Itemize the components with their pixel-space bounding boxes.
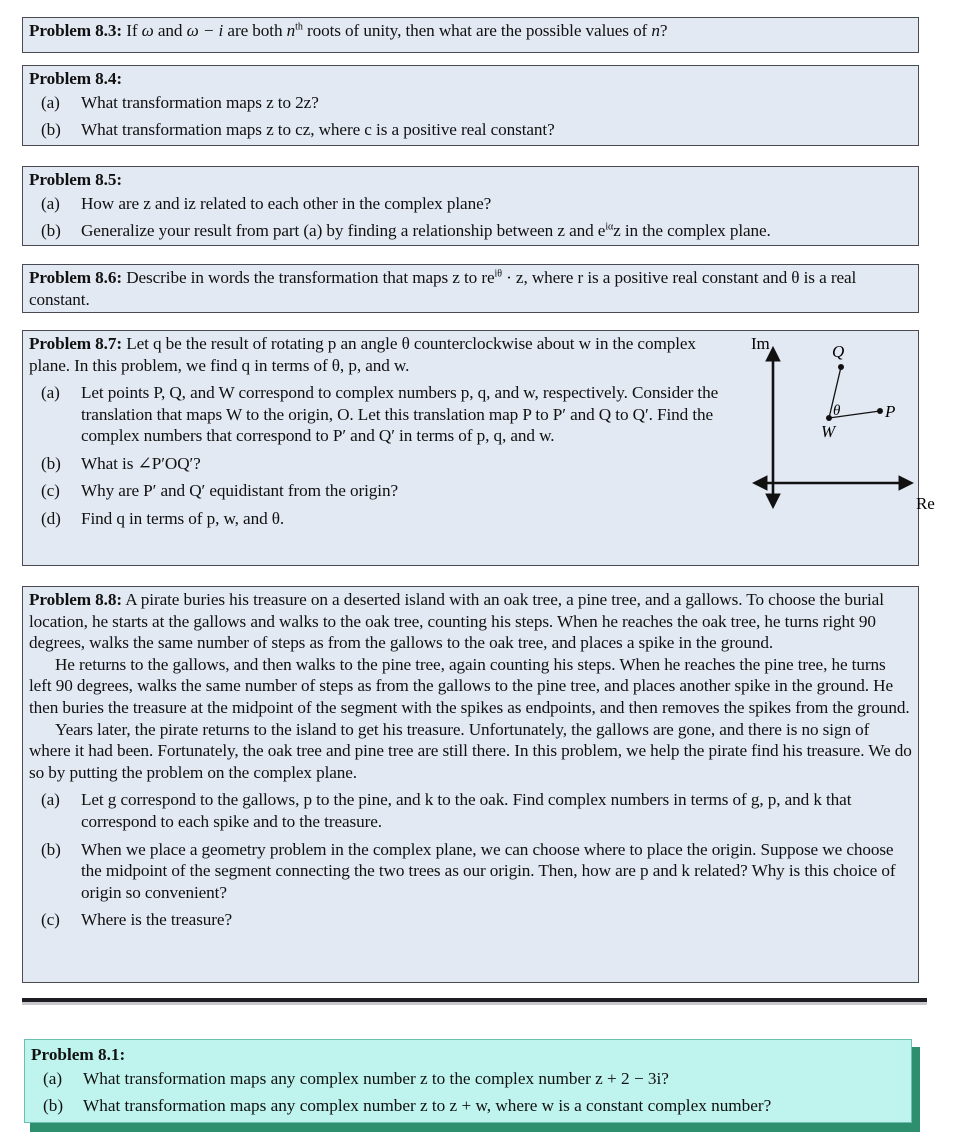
problem-title: Problem 8.7: [29,334,122,353]
problem-part-b: (b) What is ∠P′OQ′? [41,453,201,473]
problem-part-a: (a) Let points P, Q, and W correspond to complex numbers p, q, and w, respectively. Consider the translation that maps W to the origin, O. Let this translation map P to P′ and Q to Q′. Find the complex numbers that correspond to P′ and Q′ in terms of p, q, and w. [41,383,719,445]
section-divider [22,998,927,1002]
problem-title: Problem 8.1: [31,1045,126,1064]
problem-8-3: Problem 8.3: If ω and ω − i are both $n^{th}$ roots of unity, then what are the possible values of n? [22,17,919,53]
problem-8-4 [22,65,919,146]
svg-text:Im: Im [751,334,770,353]
problem-part-b: (b) What transformation maps z to cz, where c is a positive real constant? [41,120,555,139]
problem-title: Problem 8.3: [29,21,122,40]
problem-8-5 [22,166,919,246]
point-p [877,408,883,414]
problem-title: Problem 8.4: [29,69,122,88]
problem-part-b: (b) What transformation maps any complex number z to z + w, where w is a constant complex number? [43,1096,772,1115]
problem-part-b: (b) Generalize your result from part (a) by finding a relationship between z and $e^{i\alpha}z$ in the complex plane. [41,221,771,240]
svg-text:Re: Re [916,494,935,513]
point-w [826,415,832,421]
problem-part-a: (a) What transformation maps any complex number z to the complex number z + 2 − 3i? [43,1068,669,1088]
svg-text:P: P [885,402,896,421]
svg-text:θ: θ [833,403,841,419]
problem-part-c: (c) Where is the treasure? [41,910,232,930]
problem-part-c: (c) Why are P′ and Q′ equidistant from the origin? [41,481,398,500]
problem-title: Problem 8.8: [29,590,122,609]
problem-part-a: (a) How are z and iz related to each other in the complex plane? [41,193,492,213]
problem-part-a: (a) Let g correspond to the gallows, p to the pine, and k to the oak. Find complex numbers in terms of g, p, and k that correspond to each spike and to the treasure. [41,790,852,831]
problem-8-1 [24,1039,912,1123]
problem-paragraph: Years later, the pirate returns to the island to get his treasure. Unfortunately, the gallows are gone, and there is no sign of where it had been. Fortunately, the oak tree and pine tree are still there. In this problem, we help the pirate find his treasure. We do so by putting the problem on the complex plane. [29,719,912,782]
svg-text:Q: Q [832,342,845,361]
point-q [838,364,844,370]
problem-part-d: (d) Find q in terms of p, w, and θ. [41,508,285,528]
problem-8-8 [22,586,919,983]
problem-part-b: (b) When we place a geometry problem in the complex plane, we can choose where to place the origin. Suppose we choose the midpoint of the segment connecting the two trees as our origin. Then, how are p and k related? Why is this choice of origin so convenient? [41,839,896,902]
problem-8-7: Problem 8.7: Let q be the result of rotating p an angle θ counterclockwise about w in the complex plane. In this problem, we find q in terms of θ, p, and w. (a) Let points P, Q, and W correspond to complex numbers p, q, and w, respectively. Consider the translation that maps W to the origin, O. Let this translation map P to P′ and Q to Q′. Find the complex numbers that correspond to P′ and Q′ in terms of p, q, and w. (b) What is ∠P′OQ′? (c) Why are P′ and Q′ equidistant from the origin? (d) Find q in terms of p, w, and θ. Im Re Q P W θ [22,330,919,566]
problem-title: Problem 8.6: [29,268,122,287]
problem-part-a: (a) What transformation maps z to 2z? [41,92,319,112]
problem-paragraph: Problem 8.8: A pirate buries his treasure on a deserted island with an oak tree, a pine tree, and a gallows. To choose the burial location, he starts at the gallows and walks to the oak tree, counting his steps. When he reaches the oak tree, he turns right 90 degrees, walks the same number of steps as from the gallows to the oak tree, and places a spike in the ground. [29,590,884,653]
problem-title: Problem 8.5: [29,170,122,189]
problem-paragraph: He returns to the gallows, and then walks to the pine tree, again counting his steps. When he reaches the pine tree, he turns left 90 degrees, walks the same number of steps as from the gallows to the pine tree, and places another spike in the ground. He then buries the treasure at the midpoint of the segment with the spikes as endpoints, and then removes the spikes from the ground. [29,654,910,717]
problem-8-6: Problem 8.6: Describe in words the transformation that maps z to $re^{i\theta} \cdot z$, where r is a positive real constant and θ is a real constant. [22,264,919,313]
complex-plane-diagram [723,321,943,551]
svg-text:W: W [821,422,836,441]
